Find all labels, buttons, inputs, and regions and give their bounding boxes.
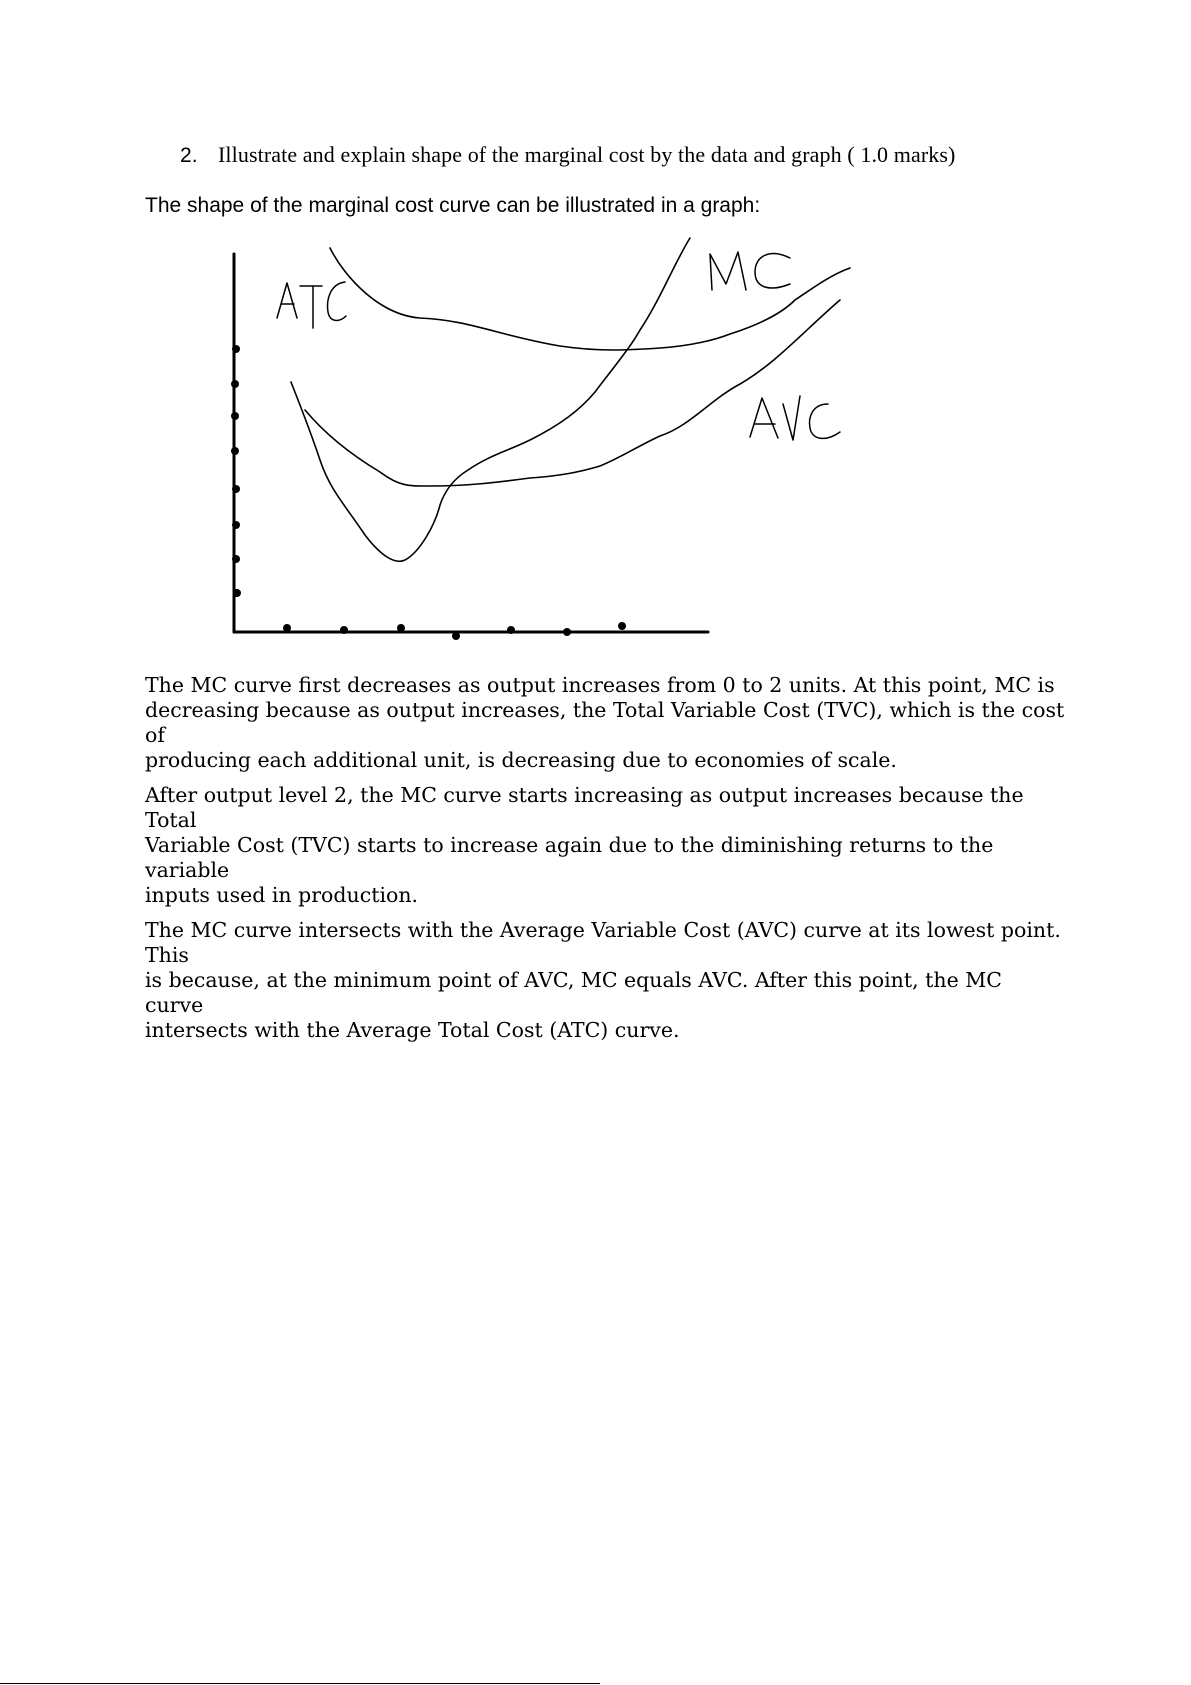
y-tick-dot bbox=[232, 521, 240, 529]
y-tick-dot bbox=[232, 345, 240, 353]
paragraph-mc-decreasing: The MC curve first decreases as output increases from 0 to 2 units. At this point, MC is decreasing because as output increases, the Total Variable Cost (TVC), which is the cost of producing each additional unit, is decreasing due to economies of scale. bbox=[145, 673, 1065, 772]
question-text: Illustrate and explain shape of the marginal cost by the data and graph ( 1.0 marks) bbox=[218, 142, 956, 167]
x-tick-dot bbox=[563, 628, 571, 636]
question-number: 2. bbox=[180, 144, 198, 167]
x-tick-dot bbox=[507, 626, 515, 634]
y-tick-dot bbox=[232, 485, 240, 493]
intro-sentence: The shape of the marginal cost curve can be illustrated in a graph: bbox=[145, 194, 761, 217]
atc-label bbox=[277, 282, 346, 328]
avc-label bbox=[750, 396, 840, 440]
atc-curve bbox=[330, 248, 850, 350]
y-tick-dot bbox=[231, 447, 239, 455]
mc-curve bbox=[291, 238, 690, 561]
paragraph-mc-intersection: The MC curve intersects with the Average Variable Cost (AVC) curve at its lowest point. This is because, at the minimum point of AVC, MC equals AVC. After this point, the MC curve intersects with the Average Total Cost (ATC) curve. bbox=[145, 918, 1061, 1042]
mc-label bbox=[710, 252, 790, 290]
x-tick-dot bbox=[340, 626, 348, 634]
x-tick-dot bbox=[283, 624, 291, 632]
avc-curve bbox=[305, 300, 840, 486]
x-tick-dot bbox=[452, 632, 460, 640]
paragraph-mc-increasing: After output level 2, the MC curve starts increasing as output increases because the Total Variable Cost (TVC) starts to increase again due to the diminishing returns to the variable inputs used in production. bbox=[145, 783, 1024, 907]
x-tick-dot bbox=[397, 624, 405, 632]
cost-curves-sketch bbox=[0, 0, 1191, 700]
footer-rule bbox=[0, 1683, 600, 1684]
y-tick-dot bbox=[231, 380, 239, 388]
y-tick-dot bbox=[233, 589, 241, 597]
y-tick-dot bbox=[231, 412, 239, 420]
explanation-body bbox=[145, 673, 1065, 1053]
x-tick-dot bbox=[618, 622, 626, 630]
y-tick-dot bbox=[232, 555, 240, 563]
